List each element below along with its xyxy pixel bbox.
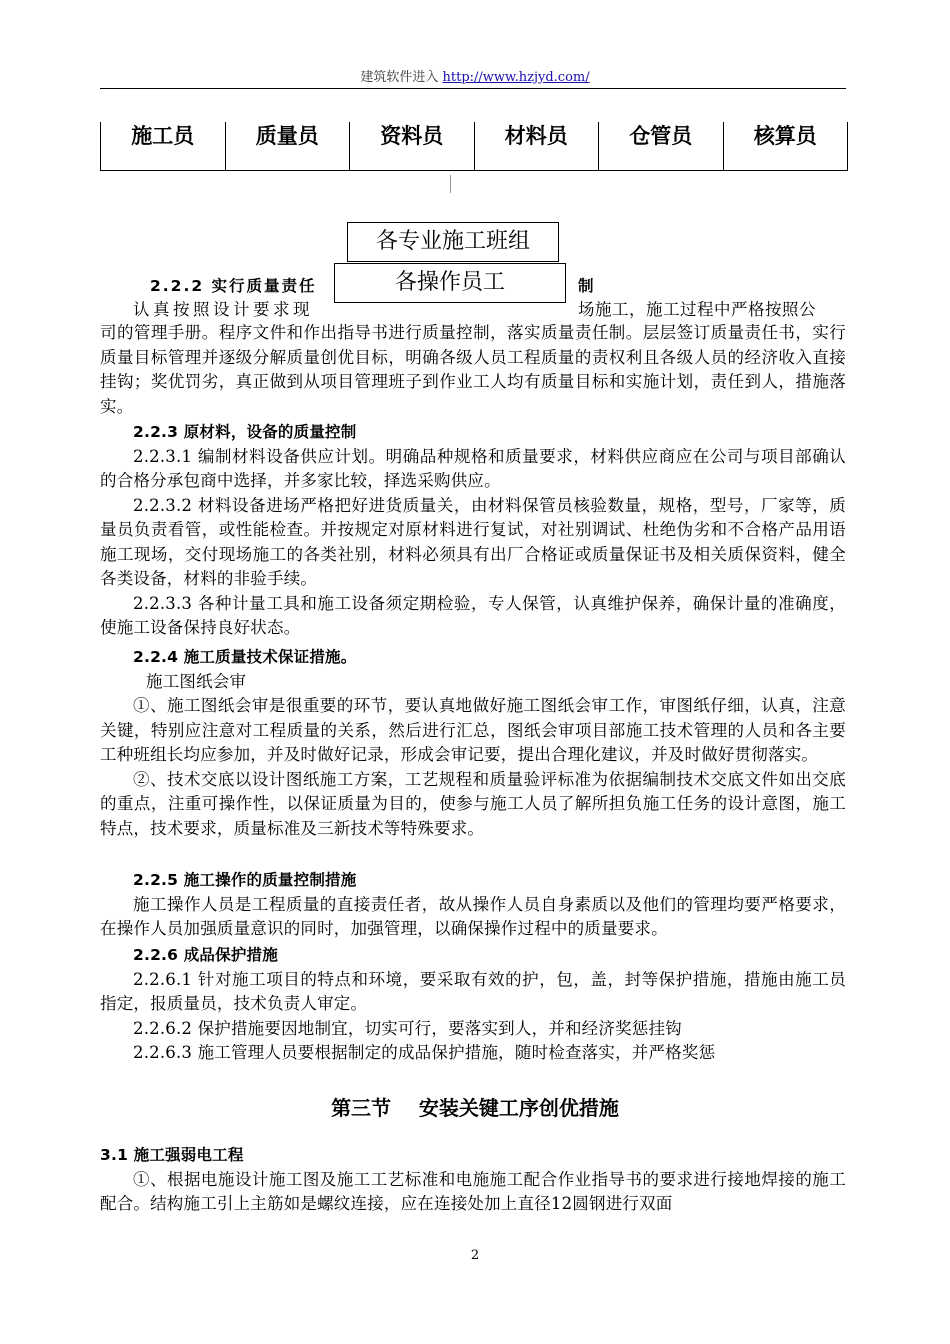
para-2-2-2-line1-left: 认真按照设计要求现 [133, 300, 313, 319]
role-cell: 施工员 [100, 122, 225, 170]
para-2-2-6-1: 2.2.6.1 针对施工项目的特点和环境，要采取有效的护，包，盖，封等保护措施，措施由施工员指定，报质量员，技术负责人审定。 [100, 969, 846, 1013]
heading-3-1: 3.1 施工强弱电工程 [100, 1146, 244, 1164]
header-link[interactable]: http://www.hzjyd.com/ [442, 70, 590, 85]
para-2-2-3-3: 2.2.3.3 各种计量工具和施工设备须定期检验，专人保管，认真维护保养，确保计量的准确度，使施工设备保持良好状态。 [100, 593, 846, 637]
role-cell: 质量员 [225, 122, 350, 170]
para-2-2-6-3: 2.2.6.3 施工管理人员要根据制定的成品保护措施，随时检查落实，并严格奖惩 [133, 1043, 716, 1062]
para-2-2-2-body [100, 321, 846, 419]
org-chart-roles [100, 122, 848, 171]
section-2-2-6 [100, 943, 846, 1066]
heading-2-2-2-left: 2.2.2 实行质量责任 [150, 277, 317, 295]
role-cell: 材料员 [474, 122, 599, 170]
section-3-title: 第三节 安装关键工序创优措施 [331, 1096, 619, 1120]
section-2-2-3 [100, 420, 846, 641]
para-text: 司的管理手册。程序文件和作出指导书进行质量控制，落实质量责任制。层层签订质量责任书，实行质量目标管理并逐级分解质量创优目标，明确各级人员工程质量的责权利且各级人员的经济收入直接挂钩；奖优罚劣，真正做到从项目管理班子到作业工人均有质量目标和实施计划，责任到人，措施落实。 [100, 323, 846, 416]
para-2-2-3-1: 2.2.3.1 编制材料设备供应计划。明确品种规格和质量要求，材料供应商应在公司与项目部确认的合格分承包商中选择，并多家比较，择选采购供应。 [100, 446, 846, 490]
role-cell: 资料员 [349, 122, 474, 170]
para-2-2-6-2: 2.2.6.2 保护措施要因地制宜，切实可行，要落实到人，并和经济奖惩挂钩 [133, 1018, 682, 1038]
subheading-drawing-review: 施工图纸会审 [146, 671, 247, 691]
para-3-1-1: ①、根据电施设计施工图及施工工艺标准和电施施工配合作业指导书的要求进行接地焊接的施工配合。结构施工引上主筋如是螺纹连接，应在连接处加上直径12圆钢进行双面 [100, 1169, 846, 1213]
org-box-workers: 各操作员工 [334, 263, 566, 303]
section-2-2-4 [100, 645, 846, 841]
heading-2-2-6: 2.2.6 成品保护措施 [133, 946, 278, 964]
heading-2-2-3: 2.2.3 原材料，设备的质量控制 [133, 423, 357, 441]
header-prefix: 建筑软件进入 [360, 70, 443, 85]
section-3-1 [100, 1143, 846, 1217]
para-2-2-2-line1-right: 场施工，施工过程中严格按照公 [578, 300, 816, 319]
para-2-2-3-2: 2.2.3.2 材料设备进场严格把好进货质量关，由材料保管员核验数量，规格，型号，厂家等，质量员负责看管，或性能检查。并按规定对原材料进行复试，对社别调试、杜绝伪劣和不合格产品用语施工现场，交付现场施工的各类社别，材料必须具有出厂合格证或质量保证书及相关质保资料，健全各类设备，材料的非验手续。 [100, 495, 846, 588]
org-box-teams: 各专业施工班组 [347, 222, 559, 262]
page-header [0, 66, 950, 85]
section-2-2-5 [100, 868, 846, 942]
para-2-2-5-1: 施工操作人员是工程质量的直接责任者，故从操作人员自身素质以及他们的管理均要严格要求，在操作人员加强质量意识的同时，加强管理，以确保操作过程中的质量要求。 [100, 894, 846, 938]
org-connector [450, 175, 451, 193]
heading-2-2-2-right: 制 [578, 277, 594, 295]
para-2-2-4-1: ①、施工图纸会审是很重要的环节，要认真地做好施工图纸会审工作，审图纸仔细，认真，注意关键，特别应注意对工程质量的关系，然后进行汇总，图纸会审项目部施工技术管理的人员和各主要工种班组长均应参加，并及时做好记录，形成会审记要，提出合理化建议，并及时做好贯彻落实。 [100, 696, 846, 764]
role-cell: 仓管员 [598, 122, 723, 170]
page-number: 2 [470, 1248, 480, 1263]
header-rule [100, 88, 846, 89]
heading-2-2-4: 2.2.4 施工质量技术保证措施。 [133, 648, 357, 666]
role-cell: 核算员 [723, 122, 849, 170]
para-2-2-4-2: ②、技术交底以设计图纸施工方案，工艺规程和质量验评标准为依据编制技术交底文件如出交底的重点，注重可操作性，以保证质量为目的，使参与施工人员了解所担负施工任务的设计意图，施工特点，技术要求，质量标准及三新技术等特殊要求。 [100, 769, 846, 838]
heading-2-2-5: 2.2.5 施工操作的质量控制措施 [133, 871, 357, 889]
